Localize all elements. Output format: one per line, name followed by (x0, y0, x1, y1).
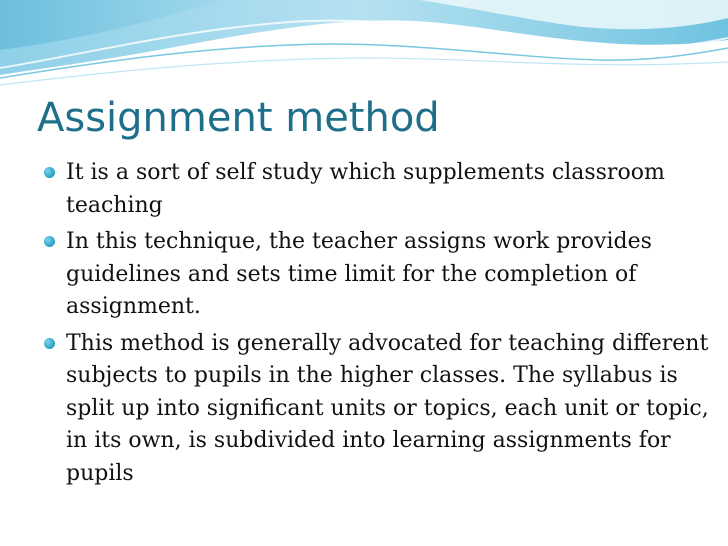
bullet-dot-icon (44, 236, 55, 247)
bullet-item (40, 328, 715, 491)
bullet-text: In this technique, the teacher assigns work provides guidelines and sets time limit for the completion of assignment. (66, 229, 652, 319)
bullet-text: It is a sort of self study which supplements classroom teaching (66, 160, 665, 218)
bullet-item (40, 157, 715, 222)
slide-title: Assignment method (37, 95, 440, 141)
bullet-text: This method is generally advocated for teaching different subjects to pupils in the higher classes. The syllabus is split up into significant units or topics, each unit or topic, in its own, is subdivided into learning assignments for pupils (66, 330, 709, 486)
bullet-list (40, 157, 715, 494)
bullet-item (40, 226, 715, 324)
bullet-dot-icon (44, 167, 55, 178)
bullet-dot-icon (44, 338, 55, 349)
header-wave-decoration (0, 0, 728, 95)
